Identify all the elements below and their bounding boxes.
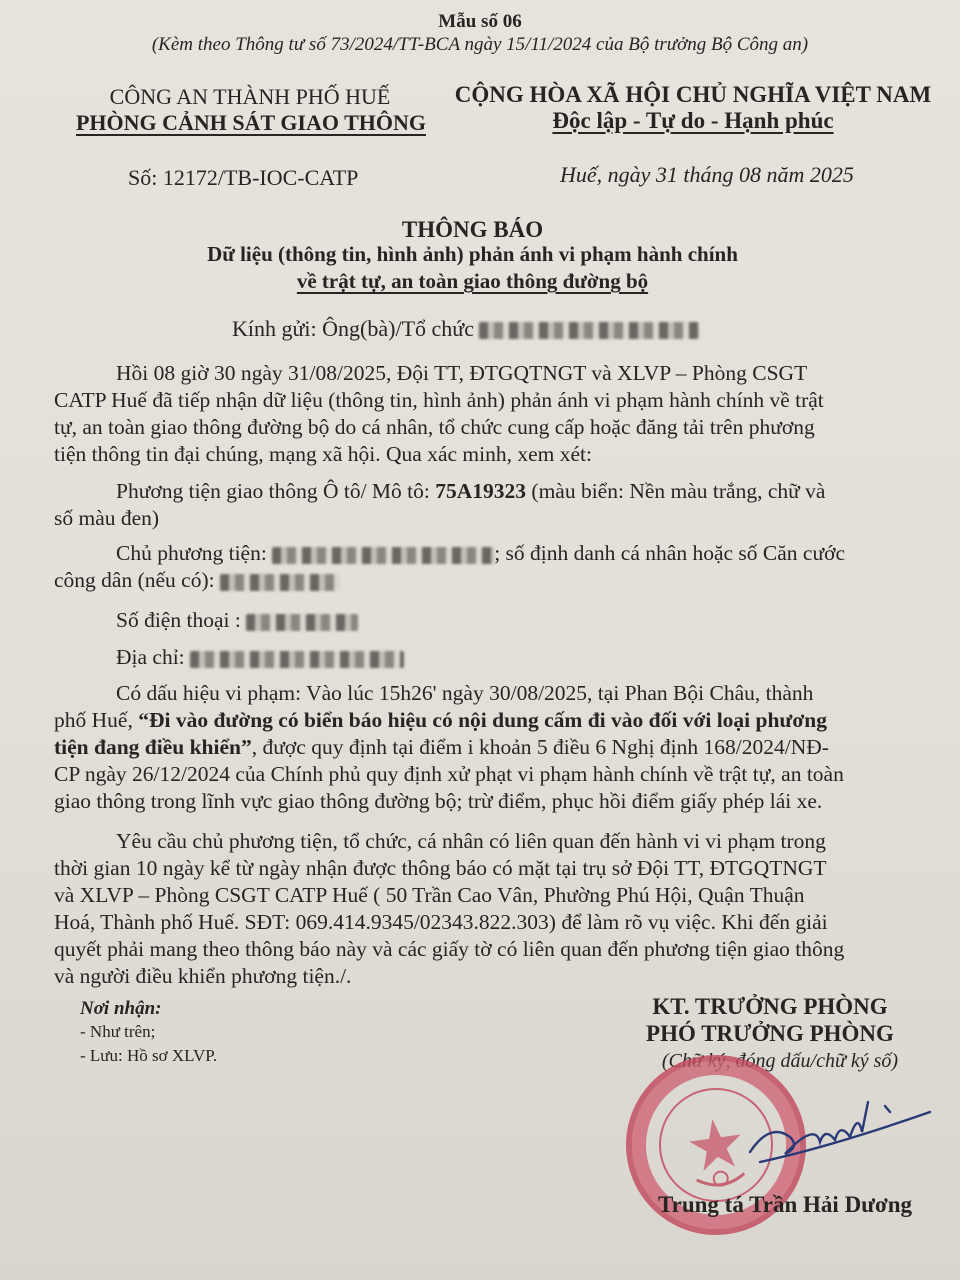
recipients-title: Nơi nhận: (80, 998, 162, 1019)
address-paragraph (54, 644, 894, 671)
recipient-label: Kính gửi: Ông(bà)/Tổ chức (232, 316, 474, 341)
paragraph-line: Hồi 08 giờ 30 ngày 31/08/2025, Đội TT, ĐTGQTNGT và XLVP – Phòng CSGT (116, 361, 808, 385)
agency-name: CÔNG AN THÀNH PHỐ HUẾ (109, 84, 391, 109)
signature-title-2: PHÓ TRƯỞNG PHÒNG (646, 1021, 894, 1046)
request-paragraph (54, 828, 894, 990)
document-subtitle-2: về trật tự, an toàn giao thông đường bộ (296, 269, 649, 293)
violation-paragraph (54, 680, 894, 815)
document-title: THÔNG BÁO (401, 217, 544, 242)
request-line: thời gian 10 ngày kể từ ngày nhận được thông báo có mặt tại trụ sở Đội TT, ĐTGQTNGT (54, 856, 827, 880)
owner-id-line: công dân (nếu có): (54, 567, 894, 594)
agency-department: PHÒNG CẢNH SÁT GIAO THÔNG (75, 110, 426, 135)
violation-line: phố Huế, “Đi vào đường có biển báo hiệu có nội dung cấm đi vào đối với loại phương (54, 708, 827, 732)
recipient-item: - Lưu: Hồ sơ XLVP. (80, 1046, 218, 1065)
violation-line: giao thông trong lĩnh vực giao thông đường bộ; trừ điểm, phục hồi điểm giấy phép lái xe. (54, 789, 823, 813)
paragraph-line: CATP Huế đã tiếp nhận dữ liệu (thông tin, hình ảnh) phản ánh vi phạm hành chính về trật (54, 388, 824, 412)
request-line: và người điều khiển phương tiện./. (54, 964, 352, 988)
violation-line: Có dấu hiệu vi phạm: Vào lúc 15h26' ngày 30/08/2025, tại Phan Bội Châu, thành (116, 681, 814, 705)
request-line: Yêu cầu chủ phương tiện, tổ chức, cá nhân có liên quan đến hành vi vi phạm trong (116, 829, 826, 853)
signature-title-1: KT. TRƯỞNG PHÒNG (652, 994, 888, 1019)
national-motto: Độc lập - Tự do - Hạnh phúc (552, 108, 834, 133)
paragraph-line: tiện thông tin đại chúng, mạng xã hội. Qua xác minh, xem xét: (54, 442, 592, 466)
violation-line: tiện đang điều khiển”, được quy định tại điểm i khoản 5 điều 6 Nghị định 168/2024/NĐ- (54, 735, 829, 759)
signature-note: (Chữ ký, đóng dấu/chữ ký số) (661, 1050, 899, 1072)
violation-description-end: tiện đang điều khiển” (54, 735, 252, 759)
circular-reference: (Kèm theo Thông tư số 73/2024/TT-BCA ngày 15/11/2024 của Bộ trưởng Bộ Công an) (151, 34, 809, 55)
violation-description: “Đi vào đường có biển báo hiệu có nội dung cấm đi vào đối với loại phương (138, 708, 827, 732)
vehicle-line: Phương tiện giao thông Ô tô/ Mô tô: 75A19323 (màu biển: Nền màu trắng, chữ và (116, 479, 826, 503)
intro-paragraph (54, 360, 894, 468)
vehicle-paragraph (54, 478, 894, 532)
request-line: quyết phải mang theo thông báo này và các giấy tờ có liên quan đến phương tiện giao thông (54, 937, 845, 961)
license-plate: 75A19323 (435, 479, 527, 503)
phone-paragraph (54, 607, 894, 634)
request-line: Hoá, Thành phố Huế. SĐT: 069.414.9345/02343.822.303) để làm rõ vụ việc. Khi đến giải (54, 910, 828, 934)
request-line: và XLVP – Phòng CSGT CATP Huế ( 50 Trần Cao Vân, Phường Phú Hội, Quận Thuận (54, 883, 805, 907)
recipient-item: - Như trên; (80, 1022, 156, 1041)
phone-line: Số điện thoại : (54, 607, 894, 634)
document-number: Số: 12172/TB-IOC-CATP (128, 165, 359, 190)
nation-title: CỘNG HÒA XÃ HỘI CHỦ NGHĨA VIỆT NAM (454, 82, 932, 107)
redacted-owner-id (220, 574, 340, 591)
document-subtitle-1: Dữ liệu (thông tin, hình ảnh) phản ánh vi phạm hành chính (207, 242, 738, 266)
redacted-recipient (479, 322, 699, 339)
recipient-line (232, 316, 699, 342)
signer-name: Trung tá Trần Hải Dương (657, 1192, 913, 1217)
form-number: Mẫu số 06 (438, 11, 522, 32)
redacted-address (190, 651, 404, 668)
owner-line: Chủ phương tiện: ; số định danh cá nhân hoặc số Căn cước (116, 541, 846, 565)
violation-line: CP ngày 26/12/2024 của Chính phủ quy định xử phạt vi phạm hành chính về trật tự, an toàn (54, 762, 844, 786)
place-and-date: Huế, ngày 31 tháng 08 năm 2025 (560, 162, 854, 187)
owner-paragraph (54, 540, 894, 594)
handwritten-signature (740, 1092, 940, 1182)
redacted-owner-name (272, 547, 494, 564)
redacted-phone (246, 614, 358, 631)
address-line: Địa chỉ: (54, 644, 894, 671)
paragraph-line: tự, an toàn giao thông đường bộ do cá nhân, tổ chức cung cấp hoặc đăng tải trên phương (54, 415, 815, 439)
vehicle-line-2: số màu đen) (54, 506, 160, 530)
